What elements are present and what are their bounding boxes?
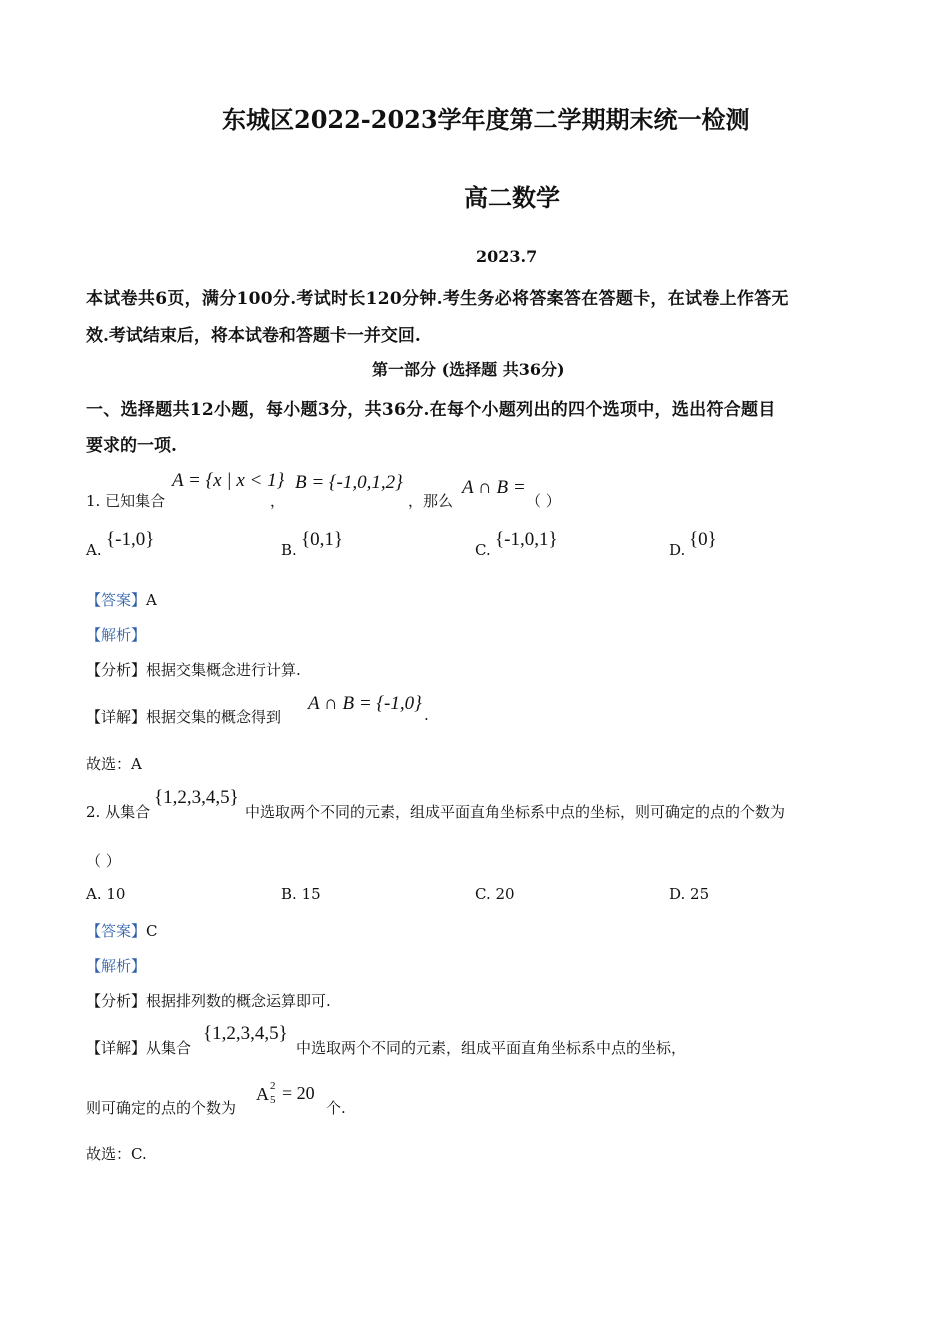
perm-result: = 20	[282, 1083, 315, 1103]
q1-set-a: A = {x | x < 1}	[172, 470, 285, 491]
q2-answer-tag: 【答案】	[86, 922, 147, 940]
q2-set: {1,2,3,4,5}	[154, 787, 239, 808]
q1-detail-suffix: .	[424, 706, 429, 724]
q1-answer-tag: 【答案】	[86, 591, 147, 609]
q2-permutation	[256, 1080, 326, 1114]
q2-detail-prefix: 【详解】从集合	[86, 1039, 192, 1057]
q2-detail-rest: 中选取两个不同的元素，组成平面直角坐标系中点的坐标，	[296, 1039, 687, 1057]
q2-detail2-suffix: 个.	[326, 1099, 346, 1117]
q1-fenxi: 【分析】根据交集概念进行计算.	[86, 661, 301, 679]
q2-choose: 故选：C.	[86, 1145, 147, 1163]
q2-answer-line	[86, 920, 158, 941]
q1-detail-expression: A ∩ B = {-1,0}	[308, 693, 422, 714]
q2-option-d-value: 25	[690, 885, 710, 903]
q2-analysis-tag: 【解析】	[86, 957, 147, 975]
q2-answer: C	[146, 922, 158, 940]
perm-superscript: 2	[270, 1080, 276, 1092]
q1-option-c-value: {-1,0,1}	[495, 529, 558, 550]
part1-heading: 第一部分 (选择题 共36分)	[372, 360, 565, 379]
q1-comma: ，	[270, 492, 286, 510]
q1-prefix: 1. 已知集合	[86, 492, 166, 510]
q1-choose: 故选：A	[86, 755, 142, 773]
instructions-line-2: 效.考试结束后，将本试卷和答题卡一并交回.	[86, 326, 421, 346]
q2-option-b-label: B.	[281, 885, 297, 903]
q1-option-c-label: C.	[475, 541, 491, 559]
q2-option-a-label: A.	[86, 885, 102, 903]
instructions-line-1: 本试卷共6页，满分100分.考试时长120分钟.考生务必将答案答在答题卡，在试卷上作答无	[86, 289, 789, 309]
q2-option-d-label: D.	[669, 885, 686, 903]
q2-question-rest: 中选取两个不同的元素，组成平面直角坐标系中点的坐标，则可确定的点的个数为	[245, 803, 786, 821]
section-instructions-line-2: 要求的一项.	[86, 436, 177, 456]
q1-analysis-tag: 【解析】	[86, 626, 147, 644]
q2-option-c-label: C.	[475, 885, 491, 903]
q2-option-a	[86, 885, 125, 903]
q2-option-b-value: 15	[301, 885, 321, 903]
perm-symbol: A	[256, 1084, 269, 1104]
q1-detail-prefix: 【详解】根据交集的概念得到	[86, 708, 282, 726]
q1-answer-paren: （ ）	[526, 492, 561, 510]
q1-option-b-value: {0,1}	[301, 529, 343, 550]
q2-detail-set: {1,2,3,4,5}	[203, 1023, 288, 1044]
q2-option-c-value: 20	[495, 885, 515, 903]
q1-expression: A ∩ B =	[462, 477, 526, 498]
q1-then: ，那么	[408, 492, 454, 510]
q2-option-b	[281, 885, 321, 903]
document-title: 东城区2022-2023学年度第二学期期末统一检测	[222, 105, 750, 134]
perm-subscript: 5	[270, 1094, 276, 1106]
q1-answer: A	[146, 591, 157, 609]
q1-option-b-label: B.	[281, 541, 297, 559]
q1-answer-line	[86, 589, 157, 610]
q2-answer-paren: （ ）	[86, 852, 121, 870]
exam-date: 2023.7	[476, 247, 538, 266]
section-instructions-line-1: 一、选择题共12小题，每小题3分，共36分.在每个小题列出的四个选项中，选出符合题目	[86, 400, 776, 420]
q2-option-a-value: 10	[106, 885, 126, 903]
q2-option-d	[669, 885, 709, 903]
q2-prefix: 2. 从集合	[86, 803, 151, 821]
q1-set-b: B = {-1,0,1,2}	[295, 472, 403, 493]
subject-title: 高二数学	[464, 183, 560, 212]
q2-detail2-prefix: 则可确定的点的个数为	[86, 1099, 237, 1117]
q1-option-a-label: A.	[86, 541, 102, 559]
q1-option-a-value: {-1,0}	[106, 529, 155, 550]
q2-fenxi: 【分析】根据排列数的概念运算即可.	[86, 992, 331, 1010]
q1-option-d-value: {0}	[689, 529, 717, 550]
q2-option-c	[475, 885, 515, 903]
q1-option-d-label: D.	[669, 541, 686, 559]
